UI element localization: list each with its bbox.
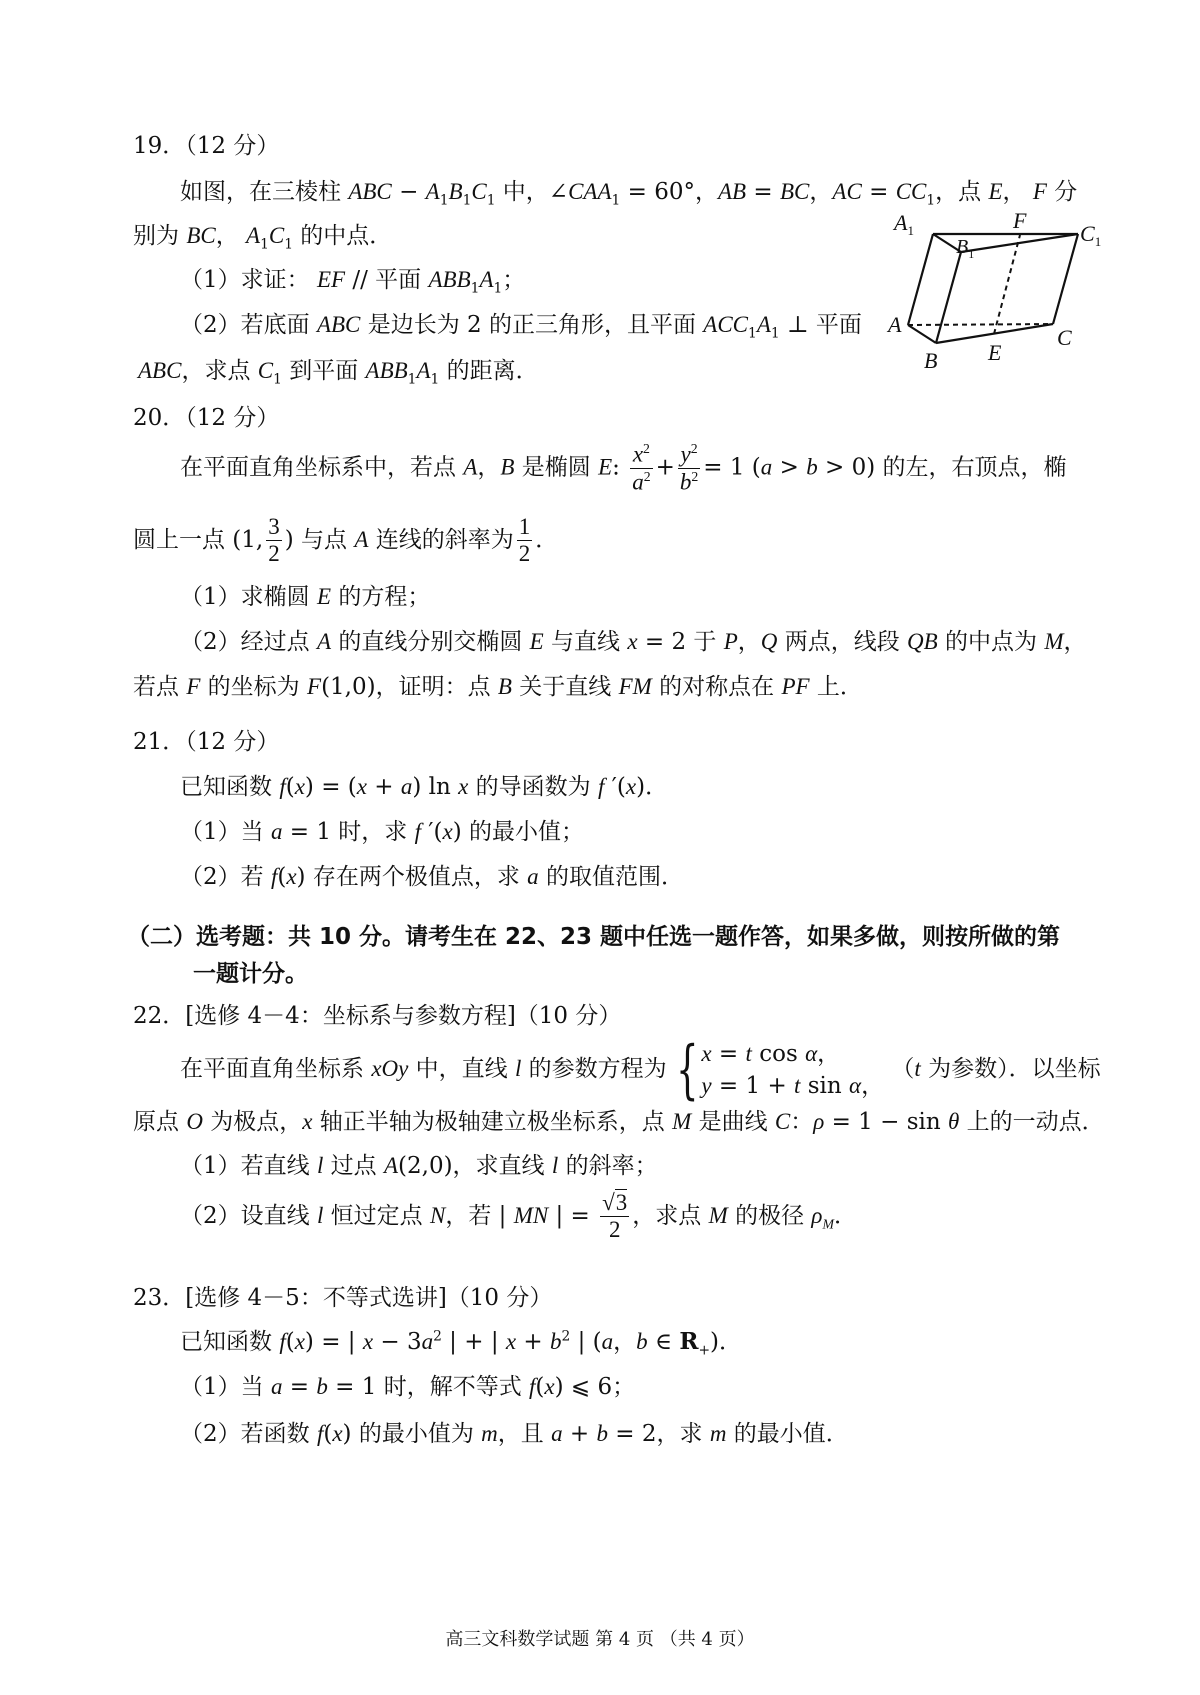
q20-line2: 圆上一点 (1, $\frac{3}{2}$ ) 与点 A 连线的斜率为 $\frac{1}{2}$ ． [133, 514, 559, 567]
q20-part1: （1）求椭圆 E 的方程； [180, 584, 431, 610]
q22-part1: （1）若直线 l 过点 A(2,0)，求直线 l 的斜率； [180, 1153, 658, 1179]
q22-line2: 原点 O 为极点，x 轴正半轴为极轴建立极坐标系，点 M 是曲线 C：ρ = 1 − sin θ 上的一动点． [133, 1109, 1105, 1135]
q23-header: 23．[选修 4－5：不等式选讲]（10 分） [133, 1285, 553, 1311]
label-e: E [988, 340, 1002, 365]
q21-part1: （1）当 a = 1 时，求 f ′(x) 的最小值； [180, 819, 585, 845]
label-c: C [1057, 325, 1072, 350]
edge-c-c1 [1053, 234, 1078, 324]
q19-line2: 别为 BC， $A_1C_1$ 的中点． [133, 223, 393, 253]
page-footer: 高三文科数学试题 第 4 页 （共 4 页） [445, 1629, 755, 1650]
q20-header: 20．（12 分） [133, 405, 280, 431]
label-f: F [1013, 208, 1027, 233]
q23-part2: （2）若函数 f(x) 的最小值为 m，且 a + b = 2，求 m 的最小值． [180, 1421, 849, 1447]
q19-part1: （1）求证： EF // 平面 $ABB_1A_1$； [180, 267, 526, 297]
q23-line1: 已知函数 f(x) = | $x - 3a^2$ | + | $x + b^2$ | (a，b ∈ $R_+$)． [180, 1328, 742, 1359]
q21-line1: 已知函数 f(x) = (x + a) ln x 的导函数为 f ′(x)． [180, 774, 669, 800]
q19-part2: （2）若底面 ABC 是边长为 2 的正三角形，且平面 $ACC_1A_1$ ⊥ 平面 [180, 312, 862, 342]
q22-part2: （2）设直线 l 恒过定点 N，若 | MN | = $\frac{√3}{2}$ ，求点 M 的极径 $\rho_M$． [180, 1190, 857, 1243]
label-a: A [888, 312, 902, 337]
label-b: B [924, 348, 938, 373]
label-c1: $C_1$ [1080, 221, 1102, 249]
q20-part2-cont: 若点 F 的坐标为 F(1,0)，证明：点 B 关于直线 FM 的对称点在 PF 上． [133, 674, 863, 700]
q19-part2-cont: ABC，求点 $C_1$ 到平面 $ABB_1A_1$ 的距离． [138, 358, 539, 388]
prism-figure [888, 208, 1102, 373]
q22-header: 22．[选修 4－4：坐标系与参数方程]（10 分） [133, 1003, 622, 1029]
q22-line1: 在平面直角坐标系 xOy 中，直线 l 的参数方程为 { x = t cos α， y = 1 + t sin α， （t 为参数）．以坐标 [180, 1033, 1101, 1108]
q20-line1: 在平面直角坐标系中，若点 A，B 是椭圆 E: $\frac{x^2}{a^2}$ + $\frac{y^2}{b^2}$ = 1 (a > b > 0) 的左，右顶点，椭 [180, 441, 1067, 495]
q20-part2: （2）经过点 A 的直线分别交椭圆 E 与直线 x = 2 于 P，Q 两点，线段 QB 的中点为 M， [180, 629, 1087, 655]
edge-a-b [908, 325, 936, 343]
edge-b-b1 [936, 252, 961, 343]
q21-part2: （2）若 f(x) 存在两个极值点，求 a 的取值范围． [180, 864, 684, 890]
edge-a-a1 [908, 234, 933, 325]
segment-e-f [994, 235, 1020, 334]
section-heading-line2: 一题计分。 [193, 961, 308, 987]
label-a1: $A_1$ [894, 210, 914, 238]
q19-header: 19．（12 分） [133, 133, 280, 159]
section-heading-line1: （二）选考题：共 10 分。请考生在 22、23 题中任选一题作答，如果多做，则按所做的第 [127, 924, 1061, 950]
q21-header: 21．（12 分） [133, 729, 280, 755]
label-b1: $B_1$ [956, 236, 975, 261]
q23-part1: （1）当 a = b = 1 时，解不等式 f(x) ⩽ 6； [180, 1374, 636, 1400]
q19-line1: 如图，在三棱柱 ABC − $A_1B_1C_1$ 中，$\angle CAA_1 = 60^\circ$，AB = BC，AC = $CC_1$，点 E， F 分 [180, 179, 1078, 209]
edge-a-c-hidden [908, 324, 1053, 325]
